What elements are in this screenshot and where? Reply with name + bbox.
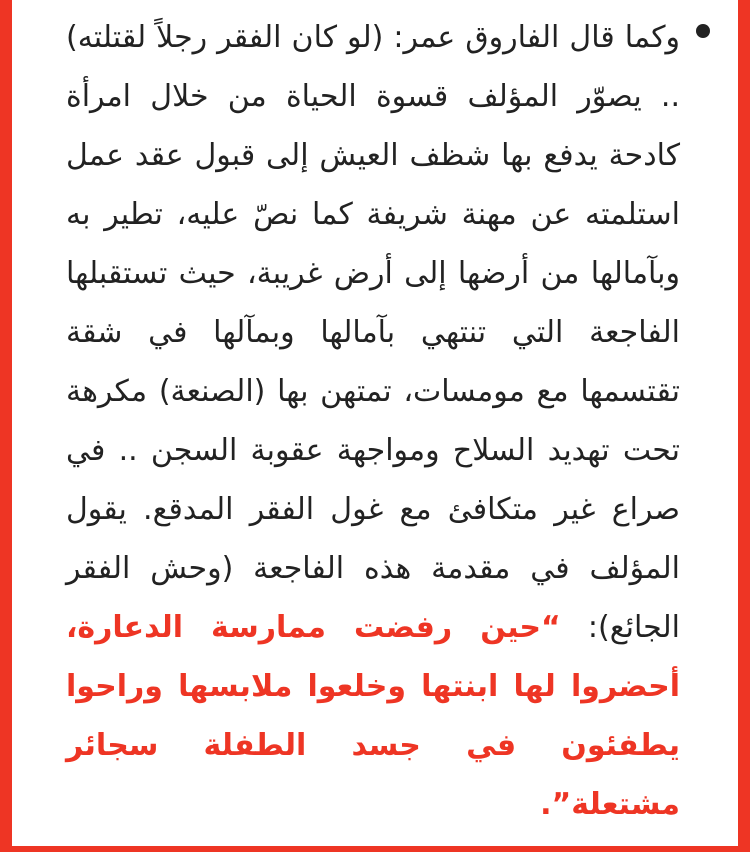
- list-item-paragraph: [66, 8, 680, 834]
- bullet-icon: [696, 24, 710, 38]
- paragraph-text: وكما قال الفاروق عمر: (لو كان الفقر رجلاً لقتلته) .. يصوّر المؤلف قسوة الحياة من خلال امرأة كادحة يدفع بها شظف العيش إلى قبول عقد عمل استلمته عن مهنة شريفة كما نصّ عليه، تطير به وبآمالها من أرضها إلى أرض غريبة، حيث تستقبلها الفاجعة التي تنتهي بآمالها وبمآلها في شقة تقتسمها مع مومسات، تمتهن بها (الصنعة) مكرهة تحت تهديد السلاح ومواجهة عقوبة السجن .. في صراع غير متكافئ مع غول الفقر المدقع. يقول المؤلف في مقدمة هذه الفاجعة (وحش الفقر الجائع):: [66, 20, 680, 645]
- highlighted-quote: “حين رفضت ممارسة الدعارة، أحضروا لها ابنتها وخلعوا ملابسها وراحوا يطفئون في جسد الطفلة سجائر مشتعلة”.: [66, 610, 680, 822]
